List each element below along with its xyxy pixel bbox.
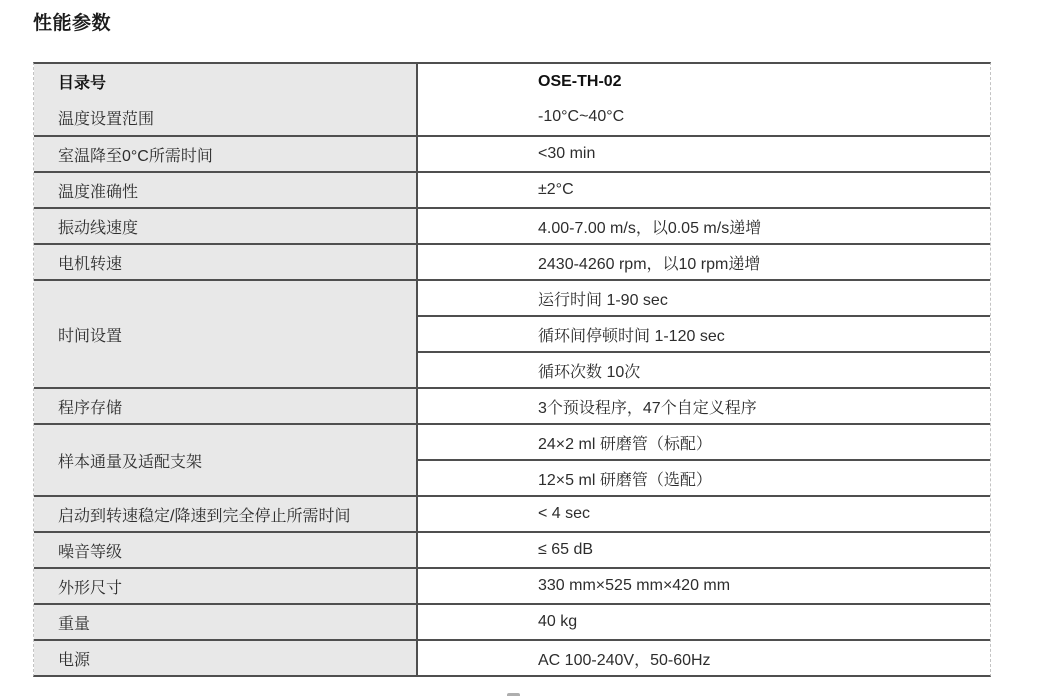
value-cell: 2430-4260 rpm，以10 rpm递增: [418, 245, 990, 279]
table-row: [34, 567, 990, 603]
value-cells: [418, 209, 990, 243]
table-body: [34, 99, 990, 675]
value-cell: ≤ 65 dB: [418, 533, 990, 567]
table-header-row: [34, 64, 990, 99]
table-header-param: 目录号: [34, 64, 418, 99]
table-header-value: OSE-TH-02: [418, 64, 990, 99]
param-cell: 启动到转速稳定/降速到完全停止所需时间: [34, 497, 418, 531]
value-cells: [418, 533, 990, 567]
value-cell: < 4 sec: [418, 497, 990, 531]
value-cell: 24×2 ml 研磨管（标配）: [418, 425, 990, 459]
table-row: [34, 207, 990, 243]
table-row: [34, 531, 990, 567]
param-cell: 重量: [34, 605, 418, 639]
value-cell: ±2°C: [418, 173, 990, 207]
value-cells: [418, 245, 990, 279]
page-footer-partial-mark: [507, 693, 520, 696]
table-row: [34, 639, 990, 675]
param-cell: 电机转速: [34, 245, 418, 279]
value-cell: 运行时间 1-90 sec: [418, 281, 990, 315]
value-cell: <30 min: [418, 137, 990, 171]
value-cell: 循环次数 10次: [418, 351, 990, 387]
param-cell: 电源: [34, 641, 418, 675]
value-cell: 3个预设程序，47个自定义程序: [418, 389, 990, 423]
param-cell: 外形尺寸: [34, 569, 418, 603]
param-cell: 温度准确性: [34, 173, 418, 207]
table-row: [34, 99, 990, 135]
param-cell: 时间设置: [34, 281, 418, 387]
table-row: [34, 495, 990, 531]
param-cell: 样本通量及适配支架: [34, 425, 418, 495]
page-title: 性能参数: [33, 13, 112, 34]
param-cell: 噪音等级: [34, 533, 418, 567]
table-row: [34, 279, 990, 387]
table-row: [34, 603, 990, 639]
value-cell: -10°C~40°C: [418, 99, 990, 135]
value-cell: 330 mm×525 mm×420 mm: [418, 569, 990, 603]
value-cell: AC 100-240V，50-60Hz: [418, 641, 990, 675]
value-cells: [418, 425, 990, 495]
value-cell: 4.00-7.00 m/s，以0.05 m/s递增: [418, 209, 990, 243]
value-cells: [418, 99, 990, 135]
table-row: [34, 243, 990, 279]
spec-table: [33, 62, 991, 677]
value-cells: [418, 137, 990, 171]
value-cells: [418, 605, 990, 639]
value-cell: 12×5 ml 研磨管（选配）: [418, 459, 990, 495]
value-cells: [418, 389, 990, 423]
value-cell: 循环间停顿时间 1-120 sec: [418, 315, 990, 351]
table-row: [34, 171, 990, 207]
value-cells: [418, 497, 990, 531]
param-cell: 程序存储: [34, 389, 418, 423]
param-cell: 温度设置范围: [34, 99, 418, 135]
value-cells: [418, 641, 990, 675]
value-cells: [418, 569, 990, 603]
param-cell: 振动线速度: [34, 209, 418, 243]
table-row: [34, 387, 990, 423]
value-cells: [418, 281, 990, 387]
value-cell: 40 kg: [418, 605, 990, 639]
value-cells: [418, 173, 990, 207]
table-row: [34, 135, 990, 171]
param-cell: 室温降至0°C所需时间: [34, 137, 418, 171]
table-row: [34, 423, 990, 495]
